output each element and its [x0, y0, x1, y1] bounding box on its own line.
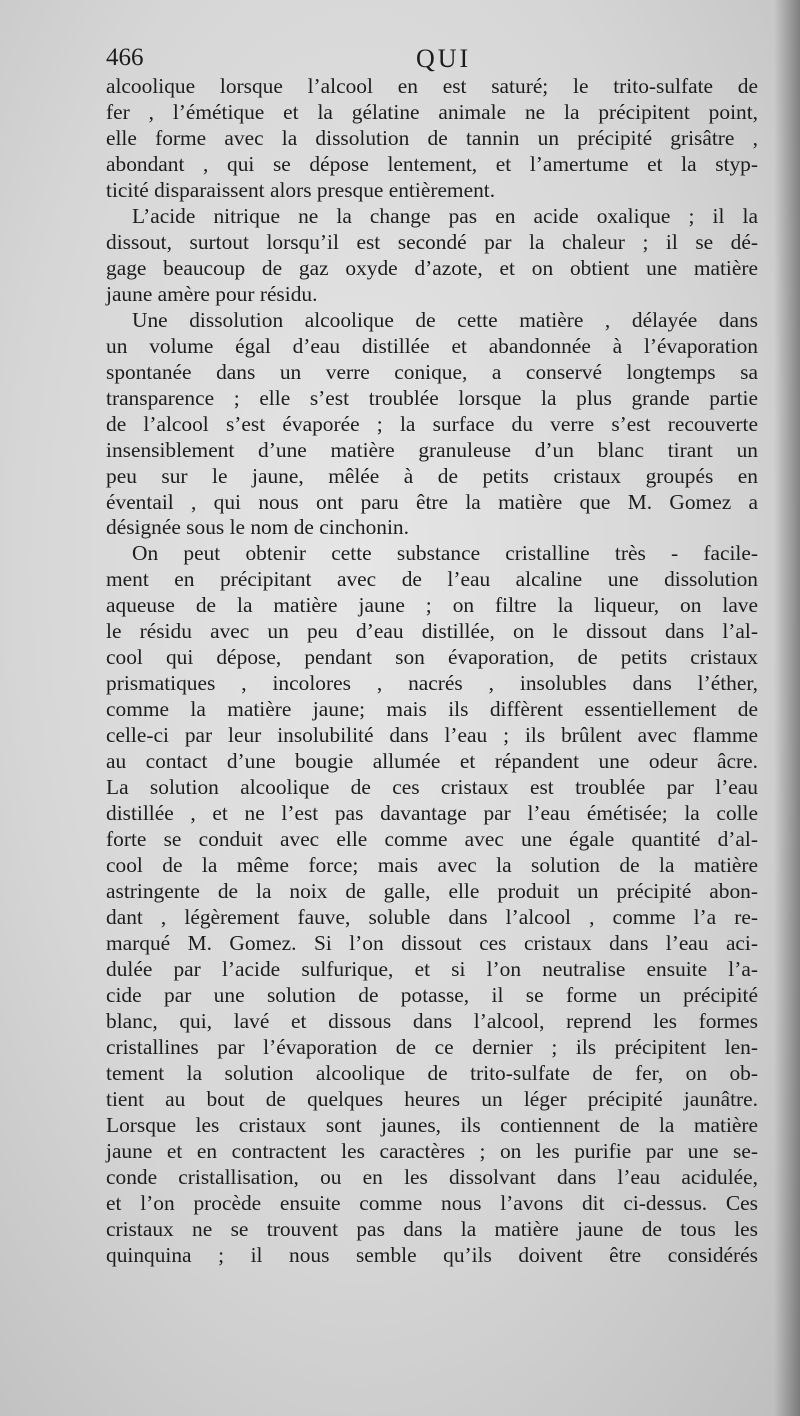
text-line: au contact d’une bougie allumée et répandent une odeur âcre.	[106, 749, 758, 774]
text-line: abondant , qui se dépose lentement, et l’amertume et la styp-	[106, 151, 758, 176]
body-text	[106, 74, 758, 1269]
text-line: dulée par l’acide sulfurique, et si l’on neutralise ensuite l’a-	[106, 956, 758, 981]
text-line: désignée sous le nom de cinchonin.	[106, 515, 409, 540]
text-line: de l’alcool s’est évaporée ; la surface du verre s’est recouverte	[106, 411, 758, 436]
text-line: jaune et en contractent les caractères ; on les purifie par une se-	[106, 1138, 758, 1163]
text-line: ment en précipitant avec de l’eau alcaline une dissolution	[106, 567, 758, 592]
text-line: peu sur le jaune, mêlée à de petits cristaux groupés en	[106, 463, 758, 488]
text-line: dissout, surtout lorsqu’il est secondé par la chaleur ; il se dé-	[106, 229, 758, 254]
text-line: et l’on procède ensuite comme nous l’avons dit ci-dessus. Ces	[106, 1190, 758, 1215]
text-line: Lorsque les cristaux sont jaunes, ils contiennent de la matière	[106, 1112, 758, 1137]
text-line: éventail , qui nous ont paru être la matière que M. Gomez a	[106, 489, 758, 514]
paragraph	[106, 308, 758, 542]
text-line: Une dissolution alcoolique de cette matière , délayée dans	[132, 307, 758, 332]
paragraph	[106, 541, 758, 1268]
text-line: blanc, qui, lavé et dissous dans l’alcool, reprend les formes	[106, 1008, 758, 1033]
text-line: On peut obtenir cette substance cristalline très - facile-	[132, 541, 758, 566]
text-line: elle forme avec la dissolution de tannin un précipité grisâtre ,	[106, 125, 758, 150]
text-line: marqué M. Gomez. Si l’on dissout ces cristaux dans l’eau aci-	[106, 930, 758, 955]
text-line: forte se conduit avec elle comme avec une égale quantité d’al-	[106, 827, 758, 852]
text-line: le résidu avec un peu d’eau distillée, on le dissout dans l’al-	[106, 619, 758, 644]
page-header	[106, 38, 666, 78]
text-line: aqueuse de la matière jaune ; on filtre la liqueur, on lave	[106, 593, 758, 618]
text-line: La solution alcoolique de ces cristaux est troublée par l’eau	[106, 775, 758, 800]
text-line: cristaux ne se trouvent pas dans la matière jaune de tous les	[106, 1216, 758, 1241]
text-line: L’acide nitrique ne la change pas en acide oxalique ; il la	[132, 203, 758, 228]
running-head: QUI	[416, 44, 472, 73]
text-line: jaune amère pour résidu.	[106, 281, 318, 306]
text-line: conde cristallisation, ou en les dissolvant dans l’eau acidulée,	[106, 1164, 758, 1189]
text-line: gage beaucoup de gaz oxyde d’azote, et on obtient une matière	[106, 255, 758, 280]
text-line: spontanée dans un verre conique, a conservé longtemps sa	[106, 359, 758, 384]
text-line: cristallines par l’évaporation de ce dernier ; ils précipitent len-	[106, 1034, 758, 1059]
text-line: quinquina ; il nous semble qu’ils doivent être considérés	[106, 1242, 758, 1267]
text-line: cide par une solution de potasse, il se forme un précipité	[106, 982, 758, 1007]
text-line: astringente de la noix de galle, elle produit un précipité abon-	[106, 879, 758, 904]
text-line: tement la solution alcoolique de trito-sulfate de fer, on ob-	[106, 1060, 758, 1085]
page-edge-shadow	[774, 0, 800, 1416]
text-line: un volume égal d’eau distillée et abandonnée à l’évaporation	[106, 333, 758, 358]
text-line: celle-ci par leur insolubilité dans l’eau ; ils brûlent avec flamme	[106, 723, 758, 748]
text-line: prismatiques , incolores , nacrés , insolubles dans l’éther,	[106, 671, 758, 696]
text-line: distillée , et ne l’est pas davantage par l’eau émétisée; la colle	[106, 801, 758, 826]
text-line: transparence ; elle s’est troublée lorsque la plus grande partie	[106, 385, 758, 410]
text-line: cool qui dépose, pendant son évaporation, de petits cristaux	[106, 645, 758, 670]
page-number: 466	[106, 44, 144, 71]
text-line: comme la matière jaune; mais ils diffèrent essentiellement de	[106, 697, 758, 722]
text-line: dant , légèrement fauve, soluble dans l’alcool , comme l’a re-	[106, 905, 758, 929]
text-line: cool de la même force; mais avec la solution de la matière	[106, 853, 758, 878]
text-line: ticité disparaissent alors presque entièrement.	[106, 177, 496, 202]
paragraph	[106, 204, 758, 308]
text-line: tient au bout de quelques heures un léger précipité jaunâtre.	[106, 1086, 758, 1111]
paragraph	[106, 74, 758, 204]
text-line: insensiblement d’une matière granuleuse d’un blanc tirant un	[106, 437, 758, 462]
text-line: alcoolique lorsque l’alcool en est saturé; le trito-sulfate de	[106, 74, 758, 98]
text-line: fer , l’émétique et la gélatine animale ne la précipitent point,	[106, 99, 758, 124]
